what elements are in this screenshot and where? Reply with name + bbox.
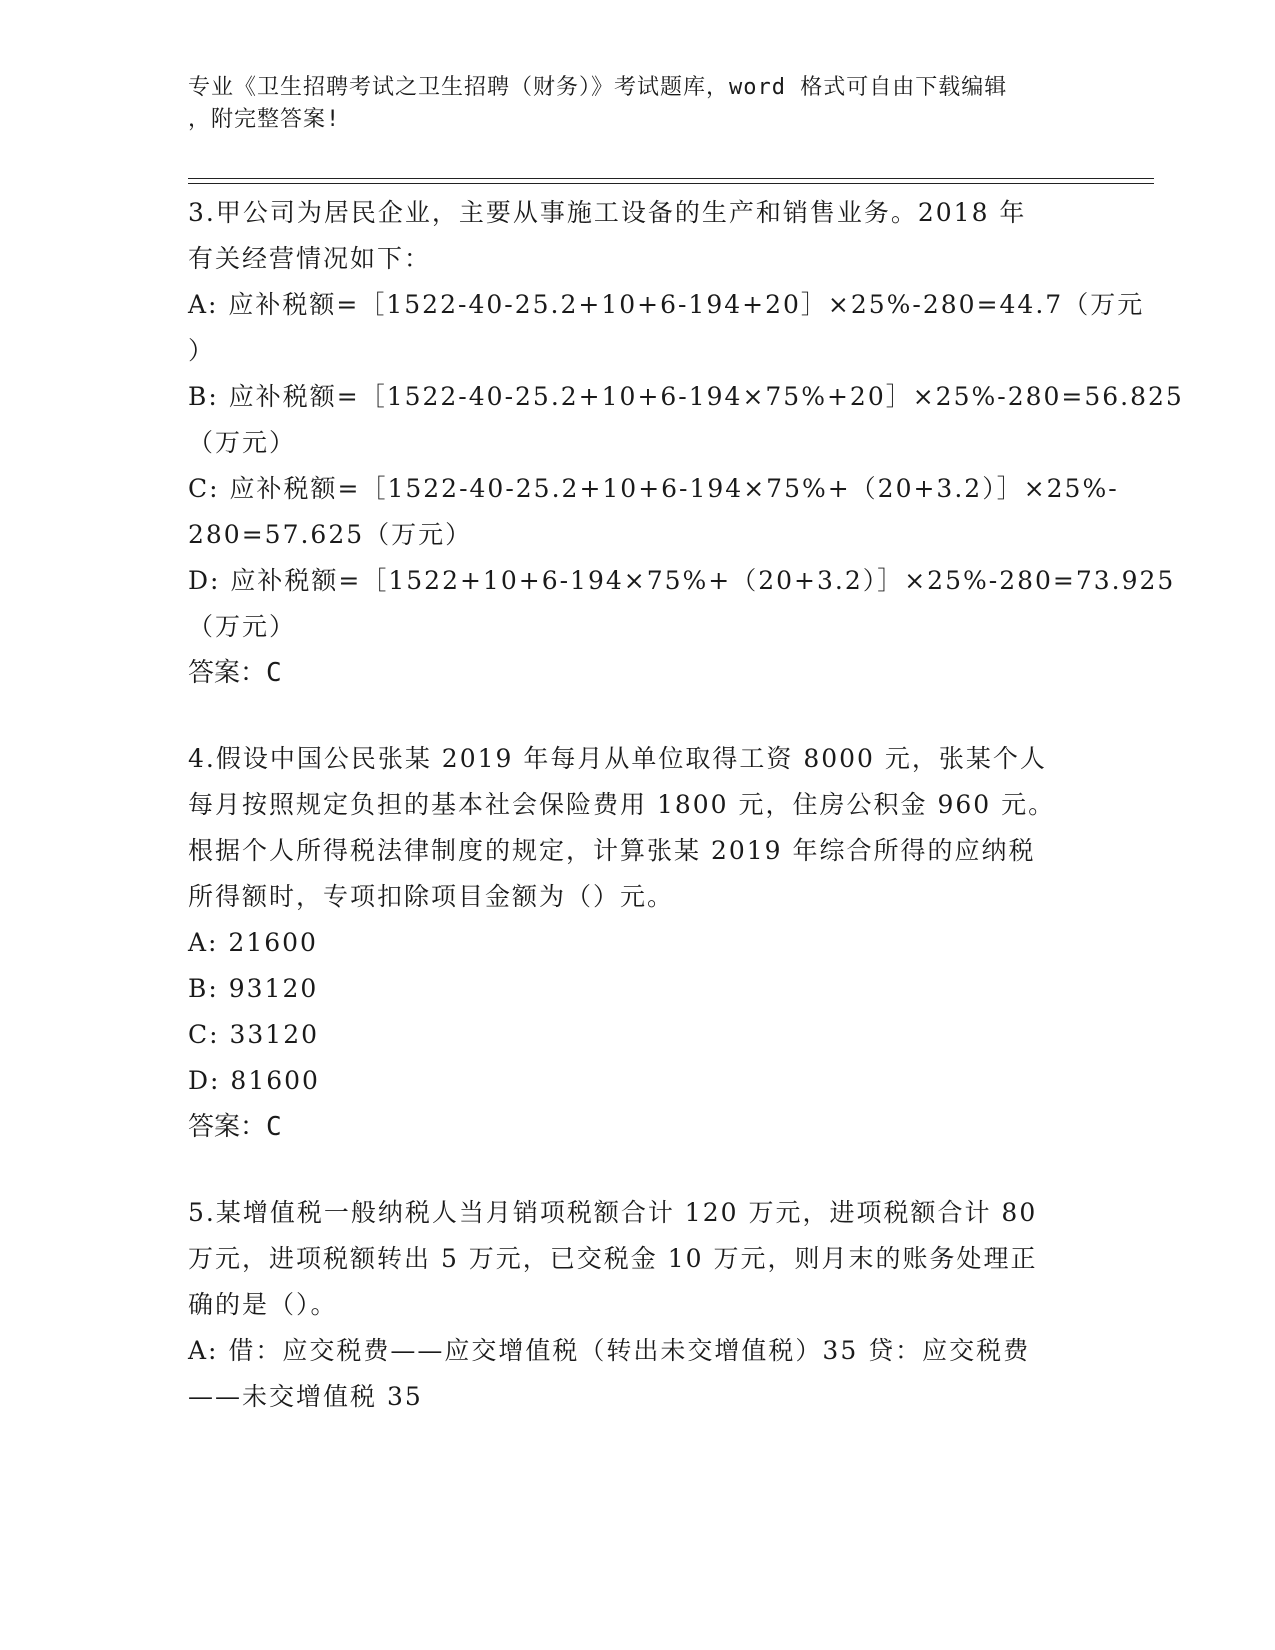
question-stem: 有关经营情况如下： — [188, 244, 432, 273]
question-stem: 5.某增值税一般纳税人当月销项税额合计 120 万元，进项税额合计 80 — [188, 1198, 1038, 1227]
answer-label: 答案：C — [188, 1112, 282, 1142]
option-b-cont: （万元） — [188, 428, 297, 457]
question-stem: 每月按照规定负担的基本社会保险费用 1800 元，住房公积金 960 元。 — [188, 790, 1056, 819]
header-line-1: 专业《卫生招聘考试之卫生招聘（财务）》考试题库，word 格式可自由下载编辑 — [188, 75, 1008, 100]
option-a: A: 应补税额=［1522-40-25.2+10+6-194+20］×25%-280=44.7（万元 — [188, 290, 1145, 319]
question-stem: 所得额时，专项扣除项目金额为（）元。 — [188, 882, 675, 911]
option-b: B: 应补税额=［1522-40-25.2+10+6-194×75%+20］×25%-280=56.825 — [188, 382, 1184, 411]
answer-label: 答案：C — [188, 658, 282, 688]
header-rule-bottom — [188, 183, 1154, 184]
document-header — [188, 72, 1068, 136]
question-stem: 3.甲公司为居民企业，主要从事施工设备的生产和销售业务。2018 年 — [188, 198, 1027, 227]
option-a: A: 21600 — [188, 928, 318, 957]
option-d: D: 81600 — [188, 1066, 320, 1095]
question-4 — [188, 736, 1088, 1150]
question-stem: 万元，进项税额转出 5 万元，已交税金 10 万元，则月末的账务处理正 — [188, 1244, 1038, 1273]
option-c: C: 应补税额=［1522-40-25.2+10+6-194×75%+（20+3.2）］×25%- — [188, 474, 1119, 503]
header-rule-top — [188, 178, 1154, 179]
question-5 — [188, 1190, 1088, 1420]
option-c-cont: 280=57.625（万元） — [188, 520, 473, 549]
option-c: C: 33120 — [188, 1020, 320, 1049]
question-stem: 根据个人所得税法律制度的规定，计算张某 2019 年综合所得的应纳税 — [188, 836, 1036, 865]
question-stem: 确的是（）。 — [188, 1290, 338, 1319]
option-a-cont: ——未交增值税 35 — [188, 1382, 423, 1411]
option-b: B: 93120 — [188, 974, 319, 1003]
option-d: D: 应补税额=［1522+10+6-194×75%+（20+3.2）］×25%-280=73.925 — [188, 566, 1176, 595]
option-d-cont: （万元） — [188, 612, 297, 641]
question-stem: 4.假设中国公民张某 2019 年每月从单位取得工资 8000 元，张某个人 — [188, 744, 1047, 773]
question-list — [188, 190, 1184, 1460]
question-3 — [188, 190, 1184, 696]
header-line-2: ，附完整答案! — [188, 107, 341, 132]
option-a: A: 借：应交税费——应交增值税（转出未交增值税）35 贷：应交税费 — [188, 1336, 1031, 1365]
option-a-cont: ） — [188, 336, 216, 365]
